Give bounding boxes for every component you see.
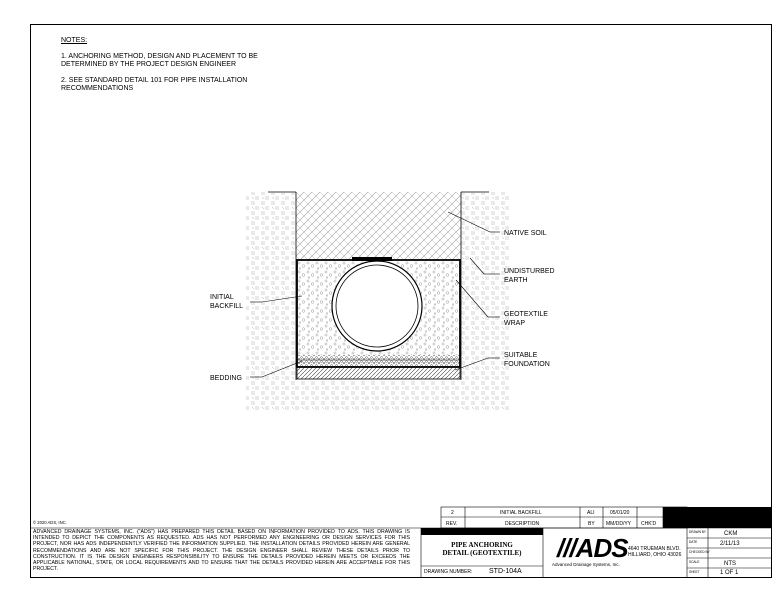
drawn-by-value: CKM — [724, 531, 738, 537]
date-value: 2/11/13 — [720, 541, 740, 547]
rev-date: 05/01/20 — [610, 510, 630, 516]
copyright-text: © 2020 ADS, INC. — [33, 520, 67, 525]
suitable-foundation-layer — [297, 367, 460, 379]
drawing-title-line1: PIPE ANCHORING — [451, 541, 513, 549]
initial-backfill-label-line2: BACKFILL — [210, 303, 244, 310]
ads-logo-subtitle: Advanced Drainage Systems, Inc. — [552, 562, 620, 567]
undisturbed-earth-label-line2: EARTH — [504, 277, 528, 284]
note-item-2: 2. SEE STANDARD DETAIL 101 FOR PIPE INSTALLATION RECOMMENDATIONS — [61, 76, 248, 92]
drawing-number: STD-104A — [489, 568, 522, 575]
rev-head-date: MM/DD/YY — [606, 521, 631, 527]
undisturbed-earth-label-line1: UNDISTURBED — [504, 268, 555, 275]
title-block-header-bar — [421, 528, 543, 535]
bedding-label: BEDDING — [210, 375, 242, 382]
address-line2: HILLIARD, OHIO 43026 — [628, 552, 682, 558]
suitable-foundation-label-line2: FOUNDATION — [504, 361, 550, 368]
ads-logo: ///ADS — [557, 533, 628, 563]
address-line1: 4640 TRUEMAN BLVD. — [628, 546, 681, 552]
rev-head-by: BY — [588, 521, 595, 527]
suitable-foundation-label-line1: SUITABLE — [504, 352, 538, 359]
company-address — [628, 546, 681, 558]
date-label: DATE — [689, 540, 698, 544]
bedding-layer — [297, 355, 460, 367]
checked-by-label: CHECKED BY — [689, 550, 710, 554]
geotextile-wrap-label-line1: GEOTEXTILE — [504, 311, 548, 318]
sheet-label: SHEET — [689, 570, 700, 574]
native-soil-fill — [296, 192, 461, 260]
pipe-section — [332, 261, 422, 351]
rev-head-chkd: CHK'D — [641, 521, 657, 527]
rev-description: INITIAL BACKFILL — [500, 510, 542, 516]
geotextile-overlap — [352, 257, 392, 261]
rev-by: ALI — [587, 510, 595, 516]
disclaimer-text: ADVANCED DRAINAGE SYSTEMS, INC. ("ADS") HAS PREPARED THIS DETAIL BASED ON INFORMATION PROVIDED TO ADS. THIS DRAWING IS INTENDED TO DEPICT THE COMPONENTS AS REQUESTED. ADS HAS NOT PERFORMED ANY ENGINEERING OR DESIGN SERVICES FOR THIS PROJECT, NOR HAS ADS INDEPENDENTLY VERIFIED THE INFORMATION SUPPLIED. THE INSTALLATION DETAILS PROVIDED HEREIN ARE GENERAL RECOMMENDATIONS AND ARE NOT SPECIFIC FOR THIS PROJECT. THE DESIGN ENGINEER SHALL REVIEW THESE DETAILS PRIOR TO CONSTRUCTION. IT IS THE DESIGN ENGINEERS RESPONSIBILITY TO ENSURE THE DETAILS PROVIDED HEREIN MEETS OR EXCEEDS THE APPLICABLE NATIONAL, STATE, OR LOCAL REQUIREMENTS AND TO ENSURE THAT THE DETAILS PROVIDED HEREIN ARE ACCEPTABLE FOR THIS PROJECT. — [33, 529, 410, 573]
drawn-by-label: DRAWN BY — [689, 530, 707, 534]
geotextile-wrap-label-line2: WRAP — [504, 320, 525, 327]
sheet-value: 1 OF 1 — [720, 570, 739, 576]
scale-label: SCALE — [689, 560, 700, 564]
rev-number: 2 — [451, 510, 454, 516]
drawing-number-label: DRAWING NUMBER: — [424, 569, 473, 575]
rev-head-rev: REV. — [446, 521, 458, 527]
drawing-title-line2: DETAIL (GEOTEXTILE) — [442, 549, 522, 557]
note-item-1: 1. ANCHORING METHOD, DESIGN AND PLACEMENT TO BE DETERMINED BY THE PROJECT DESIGN ENGINEER — [61, 52, 258, 68]
scale-value: NTS — [724, 561, 736, 567]
notes-title: NOTES: — [61, 37, 88, 44]
initial-backfill-label-line1: INITIAL — [210, 294, 234, 301]
rev-head-description: DESCRIPTION — [505, 521, 540, 527]
native-soil-label: NATIVE SOIL — [504, 230, 547, 237]
drawing-title — [426, 541, 538, 557]
revision-table-dark-block — [663, 507, 772, 528]
